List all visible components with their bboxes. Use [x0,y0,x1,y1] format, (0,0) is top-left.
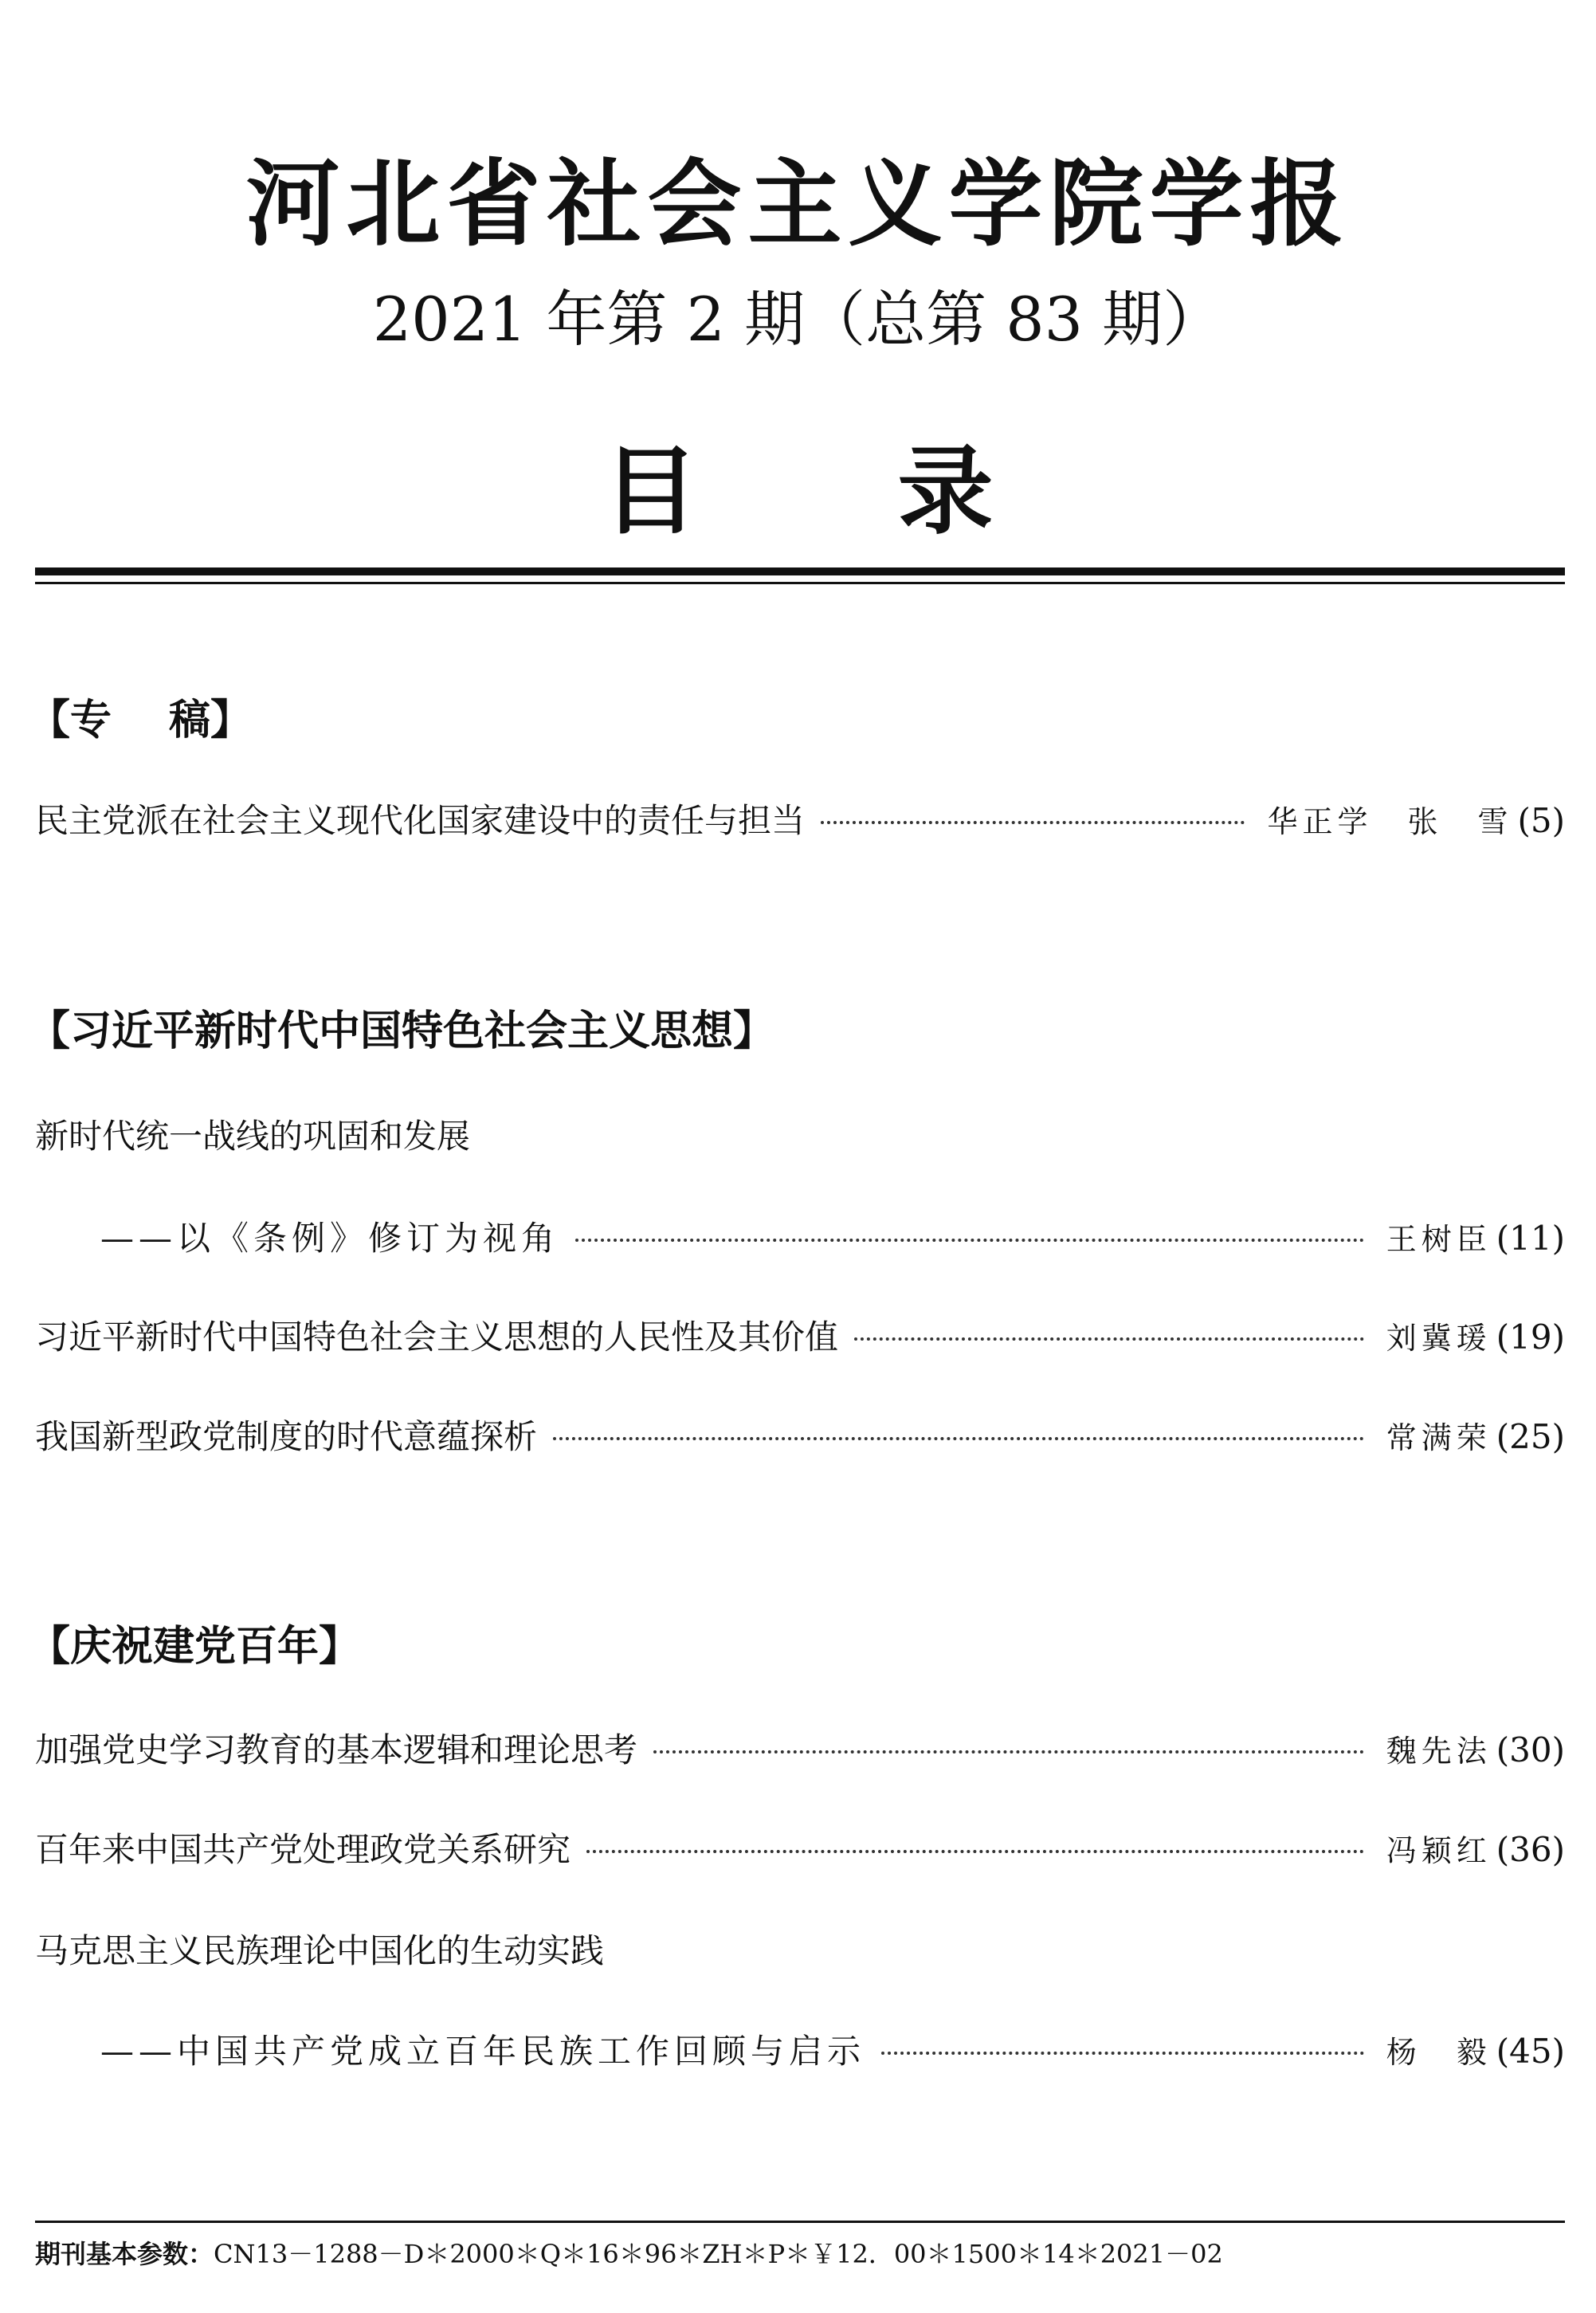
entry-title: 习近平新时代中国特色社会主义思想的人民性及其价值 [35,1318,839,1357]
toc-entry[interactable] [35,1728,1565,1773]
toc-title-char-2: 录 [897,435,994,548]
entry-title: 民主党派在社会主义现代化国家建设中的责任与担当 [35,801,806,840]
entry-author: 冯颖红 [1386,1833,1492,1868]
parameters-label: 期刊基本参数： [35,2239,214,2269]
journal-title: 河北省社会主义学院学报 [245,148,1351,259]
section-heading-part: 【专 [29,697,112,744]
header-rule-thin [35,582,1565,584]
entry-author: 华正学 张 雪 [1267,804,1513,839]
toc-entry[interactable] [35,1315,1565,1360]
entry-subtitle: ——以《条例》修订为视角 [100,1219,560,1258]
entry-author: 常满荣 [1386,1420,1492,1455]
dot-leader [821,820,1245,824]
entry-title: 加强党史学习教育的基本逻辑和理论思考 [35,1730,638,1769]
dot-leader [881,2051,1364,2055]
toc-entry[interactable] [35,1828,1565,1872]
section-heading-xi-thought: 【习近平新时代中国特色社会主义思想】 [29,1007,775,1055]
toc-entry[interactable] [35,2029,1565,2074]
journal-parameters [35,2241,1223,2267]
section-heading-special [29,697,253,744]
section-heading-part: 稿】 [169,697,253,744]
toc-entry[interactable] [35,1415,1565,1459]
entry-page: (19) [1496,1318,1565,1357]
dot-leader [586,1849,1364,1853]
dot-leader [854,1337,1364,1341]
entry-page: (11) [1496,1219,1565,1258]
entry-page: (25) [1496,1417,1565,1456]
entry-author: 刘冀瑗 [1386,1321,1492,1356]
dot-leader [653,1749,1364,1753]
entry-author: 魏先法 [1386,1734,1492,1769]
entry-title[interactable]: 马克思主义民族理论中国化的生动实践 [35,1931,605,1970]
toc-title-char-1: 目 [602,435,699,548]
entry-title: 百年来中国共产党处理政党关系研究 [35,1830,571,1869]
parameters-value: CN13－1288－D＊2000＊Q＊16＊96＊ZH＊P＊￥12．00＊1500＊14＊2021－02 [214,2239,1223,2269]
entry-author: 王树臣 [1386,1222,1492,1257]
toc-title [0,434,1596,549]
entry-subtitle: ——中国共产党成立百年民族工作回顾与启示 [100,2032,866,2071]
entry-page: (5) [1517,801,1565,840]
dot-leader [575,1238,1364,1242]
entry-title: 我国新型政党制度的时代意蕴探析 [35,1417,538,1456]
entry-page: (36) [1496,1830,1565,1869]
toc-entry[interactable] [35,799,1565,843]
dot-leader [553,1436,1364,1440]
header-rule-thick [35,567,1565,575]
entry-page: (30) [1496,1730,1565,1769]
issue-line: 2021 年第 2 期（总第 83 期） [372,284,1224,355]
toc-entry[interactable] [35,1216,1565,1261]
footer-rule [35,2221,1565,2223]
entry-title[interactable]: 新时代统一战线的巩固和发展 [35,1117,471,1156]
entry-page: (45) [1496,2032,1565,2071]
section-heading-party-centenary: 【庆祝建党百年】 [29,1623,361,1671]
entry-author: 杨 毅 [1386,2035,1492,2070]
